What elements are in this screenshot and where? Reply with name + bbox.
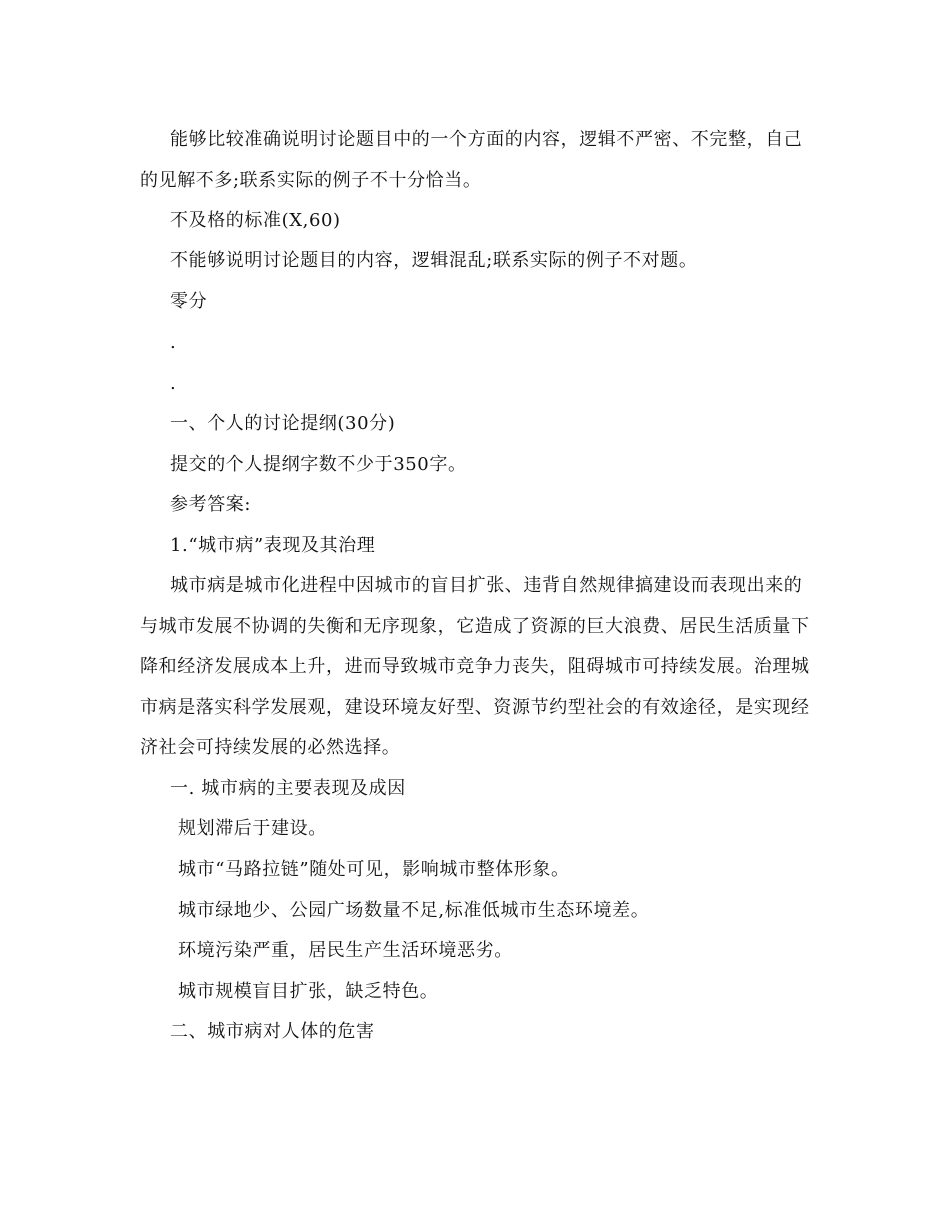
text-line: 提交的个人提纲字数不少于350字。 xyxy=(170,454,467,475)
text-line: . xyxy=(170,332,177,353)
list-item: 环境污染严重，居民生产生活环境恶劣。 xyxy=(178,940,513,961)
text-line: 与城市发展不协调的失衡和无序现象，它造成了资源的巨大浪费、居民生活质量下 xyxy=(140,616,810,637)
text-line: 降和经济发展成本上升，进而导致城市竞争力丧失，阻碍城市可持续发展。治理城 xyxy=(140,656,810,677)
text-line: . xyxy=(170,373,177,394)
text-line: 零分 xyxy=(170,291,208,312)
text-line: 济社会可持续发展的必然选择。 xyxy=(140,737,401,758)
list-item: 城市绿地少、公园广场数量不足,标准低城市生态环境差。 xyxy=(178,900,650,921)
text-line: 能够比较准确说明讨论题目中的一个方面的内容，逻辑不严密、不完整，自己 xyxy=(170,129,803,150)
text-line: 市病是落实科学发展观，建设环境友好型、资源节约型社会的有效途径，是实现经 xyxy=(140,697,810,718)
section-heading: 1.“城市病”表现及其治理 xyxy=(170,535,376,556)
text-line: 不及格的标准(X,60) xyxy=(170,210,341,231)
text-line: 不能够说明讨论题目的内容，逻辑混乱;联系实际的例子不对题。 xyxy=(170,250,698,271)
section-heading: 一、个人的讨论提纲(30分) xyxy=(170,413,396,434)
section-heading: 一. 城市病的主要表现及成因 xyxy=(170,778,406,799)
list-item: 规划滞后于建设。 xyxy=(178,818,327,839)
text-line: 的见解不多;联系实际的例子不十分恰当。 xyxy=(140,170,482,191)
text-line: 城市病是城市化进程中因城市的盲目扩张、违背自然规律搞建设而表现出来的 xyxy=(170,575,803,596)
text-line: 参考答案: xyxy=(170,494,252,515)
list-item: 城市规模盲目扩张，缺乏特色。 xyxy=(178,981,439,1002)
section-heading: 二、城市病对人体的危害 xyxy=(170,1021,375,1042)
list-item: 城市“马路拉链”随处可见，影响城市整体形象。 xyxy=(178,859,570,880)
